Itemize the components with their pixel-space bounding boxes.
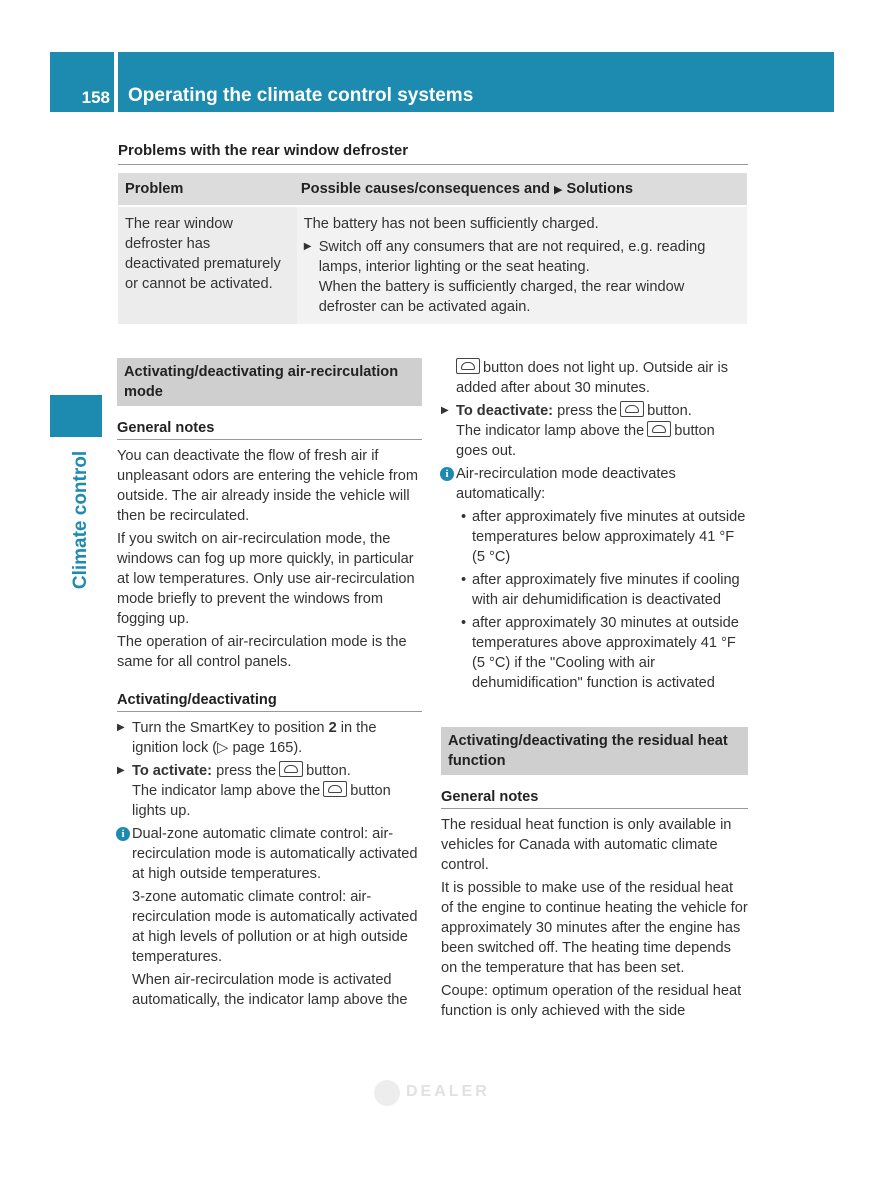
step-text: button. [647, 403, 692, 419]
section-title-air-recirculation: Activating/deactivating air-recirculation mode [117, 358, 422, 406]
left-column [117, 358, 422, 1013]
problem-table [118, 173, 747, 324]
paragraph: If you switch on air-recirculation mode, the windows can fog up more quickly, in particular at low temperatures. Only use air-recirculation mode briefly to prevent the windows from fogging up. [117, 531, 415, 627]
table-heading: Problems with the rear window defroster [118, 141, 748, 165]
step-text: Turn the SmartKey to position [132, 720, 325, 736]
list-item: • after approximately five minutes at outside temperatures below approximately 41 °F (5 °C) [457, 507, 748, 567]
table-row [118, 207, 747, 324]
step-text: button. [306, 763, 351, 779]
watermark-logo-icon [374, 1080, 400, 1106]
side-tab-label-wrapper [66, 445, 106, 615]
section-title-residual-heat: Activating/deactivating the residual heat function [441, 727, 748, 775]
step-label: To deactivate: [456, 403, 554, 419]
step-text: in the ignition lock (▷ page 165). [132, 720, 377, 756]
activating-heading: Activating/deactivating [117, 690, 422, 712]
solution-line-1: ▶ Switch off any consumers that are not required, e.g. reading lamps, interior lighting or the seat heating. [318, 239, 706, 275]
table-header-causes [294, 173, 747, 205]
paragraph: The operation of air-recirculation mode is the same for all control panels. [117, 634, 407, 670]
arrow-icon: ▶ [554, 184, 563, 196]
step-text: The indicator lamp above the [132, 783, 321, 799]
solution-step [304, 237, 741, 317]
page-title: Operating the climate control systems [128, 85, 474, 106]
paragraph: It is possible to make use of the residual heat of the engine to continue heating the vehicle for approximately 30 minutes after the engine has been switched off. The heating time depends on the temperature that has been set. [441, 880, 748, 976]
step-deactivate [441, 401, 748, 461]
step-text: press the [557, 403, 618, 419]
recirculation-button-icon [279, 761, 303, 777]
info-note [117, 824, 422, 1010]
side-tab-label: Climate control [70, 450, 91, 590]
list-item: • after approximately 30 minutes at outside temperatures above approximately 41 °F (5 °C) if the "Cooling with air dehumidification" function is activated [457, 613, 748, 693]
info-note [441, 464, 748, 504]
info-text: When air-recirculation mode is activated automatically, the indicator lamp above the [132, 972, 408, 1008]
recirculation-button-icon [647, 421, 671, 437]
info-text: Air-recirculation mode deactivates automatically: [456, 466, 676, 502]
recirculation-button-icon [456, 358, 480, 374]
table-cell-causes [297, 207, 747, 324]
paragraph: You can deactivate the flow of fresh air if unpleasant odors are entering the vehicle from outside. The air already inside the vehicle will then be recirculated. [117, 448, 418, 524]
table-cell-problem: The rear window defroster has deactivated prematurely or cannot be activated. [125, 216, 281, 292]
info-icon: i [116, 827, 130, 841]
table-header-causes-text: Possible causes/consequences and [300, 181, 550, 197]
cause-text: The battery has not been sufficiently charged. [303, 216, 599, 232]
continued-text [441, 358, 748, 398]
step-smartkey [117, 718, 422, 758]
paragraph: The residual heat function is only available in vehicles for Canada with automatic climate control. [441, 817, 732, 873]
table-header-row [118, 173, 747, 205]
table-header-problem: Problem [125, 181, 184, 197]
solution-line-2: When the battery is sufficiently charged, the rear window defroster can be activated again. [318, 279, 685, 315]
general-notes-heading: General notes [441, 787, 748, 809]
recirculation-button-icon [620, 401, 644, 417]
step-text: button does not light up. Outside air is added after about 30 minutes. [456, 360, 729, 396]
recirculation-button-icon [323, 781, 347, 797]
step-label: To activate: [132, 763, 213, 779]
paragraph: Coupe: optimum operation of the residual heat function is only achieved with the side [441, 983, 742, 1019]
right-column [441, 358, 748, 1024]
watermark-text: DEALER [406, 1083, 490, 1100]
step-position: 2 [328, 720, 337, 736]
info-text: 3-zone automatic climate control: air-recirculation mode is automatically activated at high levels of pollution or at high outside temperatures. [132, 889, 418, 965]
step-text: button goes out. [456, 423, 715, 459]
info-icon: i [440, 467, 454, 481]
general-notes-heading: General notes [117, 418, 422, 440]
table-header-solutions-text: Solutions [566, 181, 634, 197]
page-number: 158 [81, 88, 110, 107]
list-item: • after approximately five minutes if cooling with air dehumidification is deactivated [457, 570, 748, 610]
dealer-watermark [372, 1072, 512, 1112]
step-text: button lights up. [132, 783, 391, 819]
info-text: Dual-zone automatic climate control: air-recirculation mode is automatically activated at high outside temperatures. [132, 826, 418, 882]
step-activate [117, 761, 422, 821]
step-text: press the [216, 763, 277, 779]
side-tab-marker [50, 395, 102, 437]
step-text: The indicator lamp above the [456, 423, 645, 439]
